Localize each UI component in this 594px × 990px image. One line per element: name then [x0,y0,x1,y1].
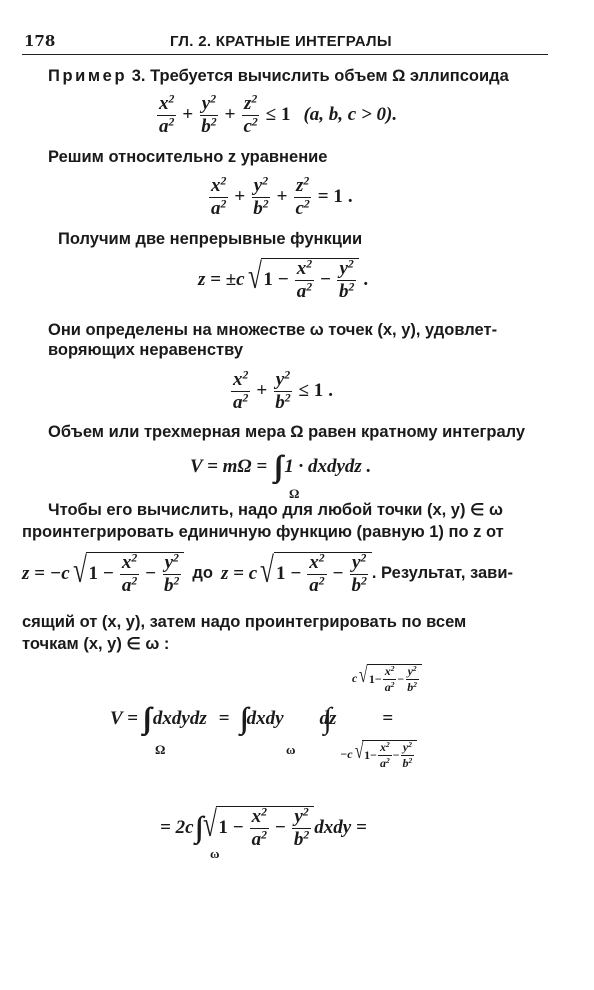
omega-big-sub: Ω [155,742,166,757]
omega-inequality: $x^2$ $a^2$ + $\frac{y^2}{b^2}$ ≤ 1 . [233,368,334,413]
depends-line-2: точкам (x, y) ∈ ω : [22,635,170,653]
z-solution: z = ±c √ 1 − $\frac{x^2}{a^2}$ − $\frac{y^2}{b^2}$ . [198,256,369,302]
compute-line-2: проинтегрировать единичную функцию (равную 1) по z от [22,523,504,541]
omega-final-sub: ω [210,846,220,861]
defined-line-2: воряющих неравенству [48,341,244,359]
ellipsoid-inequality: $x^2$ $a^2$ + $\frac{y^2}{b^2}$ + $\frac{z^2}{c^2}$ ≤ 1 (a, b, c > 0). [159,92,398,137]
to-word: до [192,564,213,582]
volume-integral: V = mΩ = 1 · dxdydz . [190,456,372,477]
z-limits-line: z = −c √ 1 − $\frac{x^2}{a^2}$ − $\frac{y^2}{b^2}$ до z = c √ 1 − $\frac{x^2}{a^2}$ − $\frac{y^2}{b^2}$ . Результат, зави- [22,550,513,596]
defined-line-1: Они определены на множестве ω точек (x, y), удовлет- [48,321,498,339]
final-integral: = 2c √ 1 − $\frac{x^2}{a^2}$ − $\frac{y^2}{b^2}$ dxdy = [160,804,367,850]
solve-line: Решим относительно z уравнение [48,148,328,166]
depends-line-1: сящий от (x, y), затем надо проинтегрировать по всем [22,613,467,631]
chapter-title: ГЛ. 2. КРАТНЫЕ ИНТЕГРАЛЫ [170,33,392,50]
omega-subscript: Ω [289,486,300,501]
ellipsoid-equation: $x^2$ $a^2$ + $\frac{y^2}{b^2}$ + $\frac{z^2}{c^2}$ = 1 . [211,174,353,219]
page-number: 178 [24,32,56,50]
result-tail: . Результат, зави- [371,564,513,582]
example-text: 3. Требуется вычислить объем Ω эллипсоида [127,67,509,85]
upper-limit: c √ 1 − $\frac{x^2}{a^2}$ − $\frac{y^2}{b^2}$ [352,664,422,693]
compute-line-1: Чтобы его вычислить, надо для любой точки (x, y) ∈ ω [48,501,503,519]
example-heading [48,66,509,86]
continuous-line: Получим две непрерывные функции [58,230,363,248]
condition: (a, b, c > 0). [303,104,398,125]
example-word: Пример [48,67,128,85]
volume-line: Объем или трехмерная мера Ω равен кратному интегралу [48,423,526,441]
omega-small-sub: ω [286,742,296,757]
lower-limit: −c √ 1 − $\frac{x^2}{a^2}$ − $\frac{y^2}{b^2}$ [340,740,417,769]
page-header [22,32,548,55]
iterated-integral: V = dxdydz = dxdy dz = [110,708,394,729]
